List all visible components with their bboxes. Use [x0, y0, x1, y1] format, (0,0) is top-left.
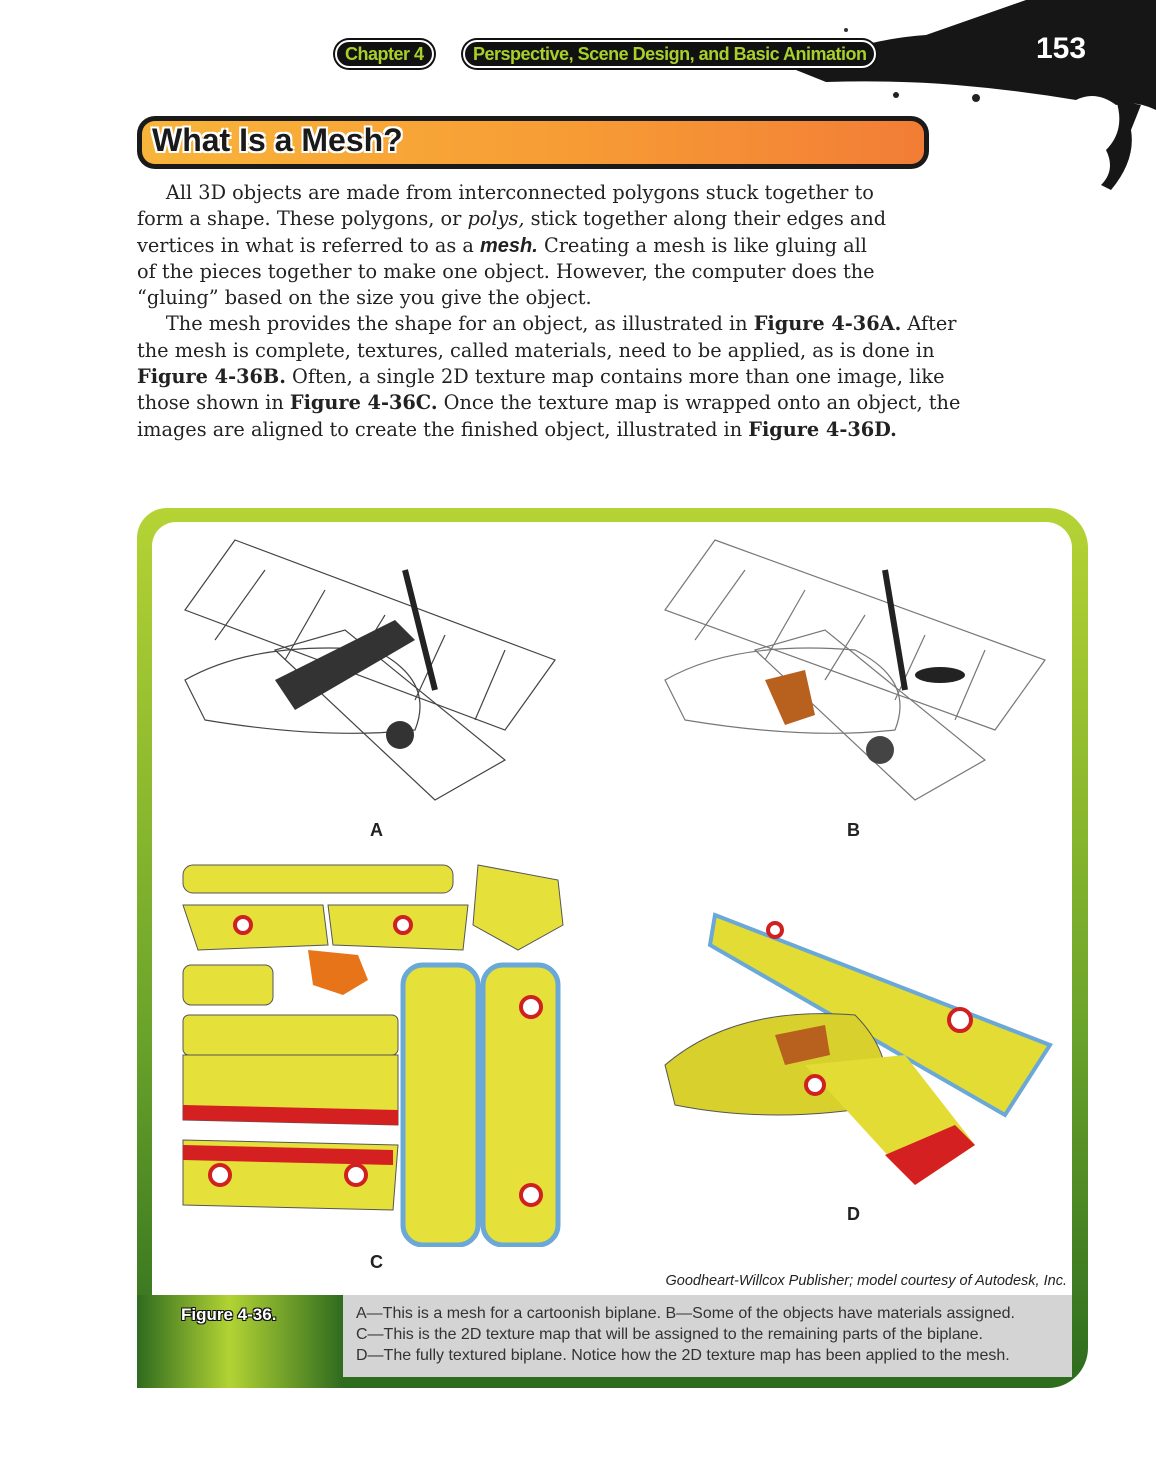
- panel-label-a: A: [370, 820, 383, 840]
- caption-text-block: [343, 1295, 1072, 1377]
- body-line: [137, 417, 937, 443]
- section-title: What Is a Mesh?: [152, 122, 403, 158]
- page-number: 153: [1036, 32, 1087, 65]
- emphasized-text: Figure 4-36D.: [748, 417, 897, 441]
- body-line: [137, 338, 937, 364]
- text-run: The mesh provides the shape for an object, as illustrated in: [137, 312, 754, 336]
- caption-label: Figure 4-36.: [181, 1305, 277, 1324]
- body-line: [137, 233, 937, 259]
- chapter-badge: Chapter 4: [335, 40, 434, 68]
- text-run: Creating a mesh is like gluing all: [537, 233, 867, 257]
- body-line: [137, 206, 937, 232]
- body-line: [137, 311, 957, 337]
- panel-label-c: C: [370, 1252, 383, 1272]
- partially-textured-biplane-image-b: [655, 530, 1055, 815]
- text-run: vertices in what is referred to as a: [137, 233, 480, 257]
- text-run: After: [901, 312, 957, 336]
- text-run: images are aligned to create the finished object, illustrated in: [137, 417, 749, 441]
- body-text: [137, 180, 961, 443]
- text-run: Once the texture map is wrapped onto an object, the: [437, 391, 961, 415]
- texture-map-image-c: [178, 855, 570, 1247]
- body-line: [137, 285, 937, 311]
- chapter-title-badge: Perspective, Scene Design, and Basic Animation: [463, 40, 876, 68]
- emphasized-text: Figure 4-36B.: [137, 365, 286, 389]
- text-run: Often, a single 2D texture map contains more than one image, like: [285, 365, 945, 389]
- panel-label-b: B: [847, 820, 860, 840]
- text-run: form a shape. These polygons, or: [137, 207, 468, 231]
- text-run: of the pieces together to make one object. However, the computer does the: [137, 259, 875, 283]
- textured-biplane-image-d: [655, 885, 1055, 1200]
- figure-credit: Goodheart-Willcox Publisher; model courtesy of Autodesk, Inc.: [665, 1273, 1067, 1289]
- caption-line: D—The fully textured biplane. Notice how the 2D texture map has been applied to the mesh.: [356, 1346, 1010, 1364]
- text-run: stick together along their edges and: [524, 207, 887, 231]
- wireframe-biplane-image-a: [175, 530, 575, 815]
- text-run: those shown in: [137, 391, 290, 415]
- emphasized-text: Figure 4-36C.: [289, 391, 438, 415]
- text-run: All 3D objects are made from interconnected polygons stuck together to: [137, 181, 874, 204]
- panel-label-d: D: [847, 1204, 860, 1224]
- text-run: the mesh is complete, textures, called materials, need to be applied, as is done in: [137, 338, 935, 362]
- emphasized-text: Figure 4-36A.: [753, 312, 902, 336]
- emphasized-text: mesh.: [480, 234, 538, 257]
- caption-line: A—This is a mesh for a cartoonish biplane. B—Some of the objects have materials assigned.: [356, 1305, 1015, 1322]
- emphasized-text: polys,: [467, 207, 525, 231]
- text-run: “gluing” based on the size you give the object.: [137, 286, 592, 310]
- body-line: [137, 364, 945, 390]
- body-line: [137, 259, 937, 285]
- caption-line: C—This is the 2D texture map that will be assigned to the remaining parts of the biplane.: [356, 1325, 983, 1343]
- ink-splatter-decoration: [596, 0, 1156, 200]
- caption-label-block: [137, 1295, 343, 1388]
- body-line: [137, 390, 961, 416]
- body-line: [137, 180, 937, 206]
